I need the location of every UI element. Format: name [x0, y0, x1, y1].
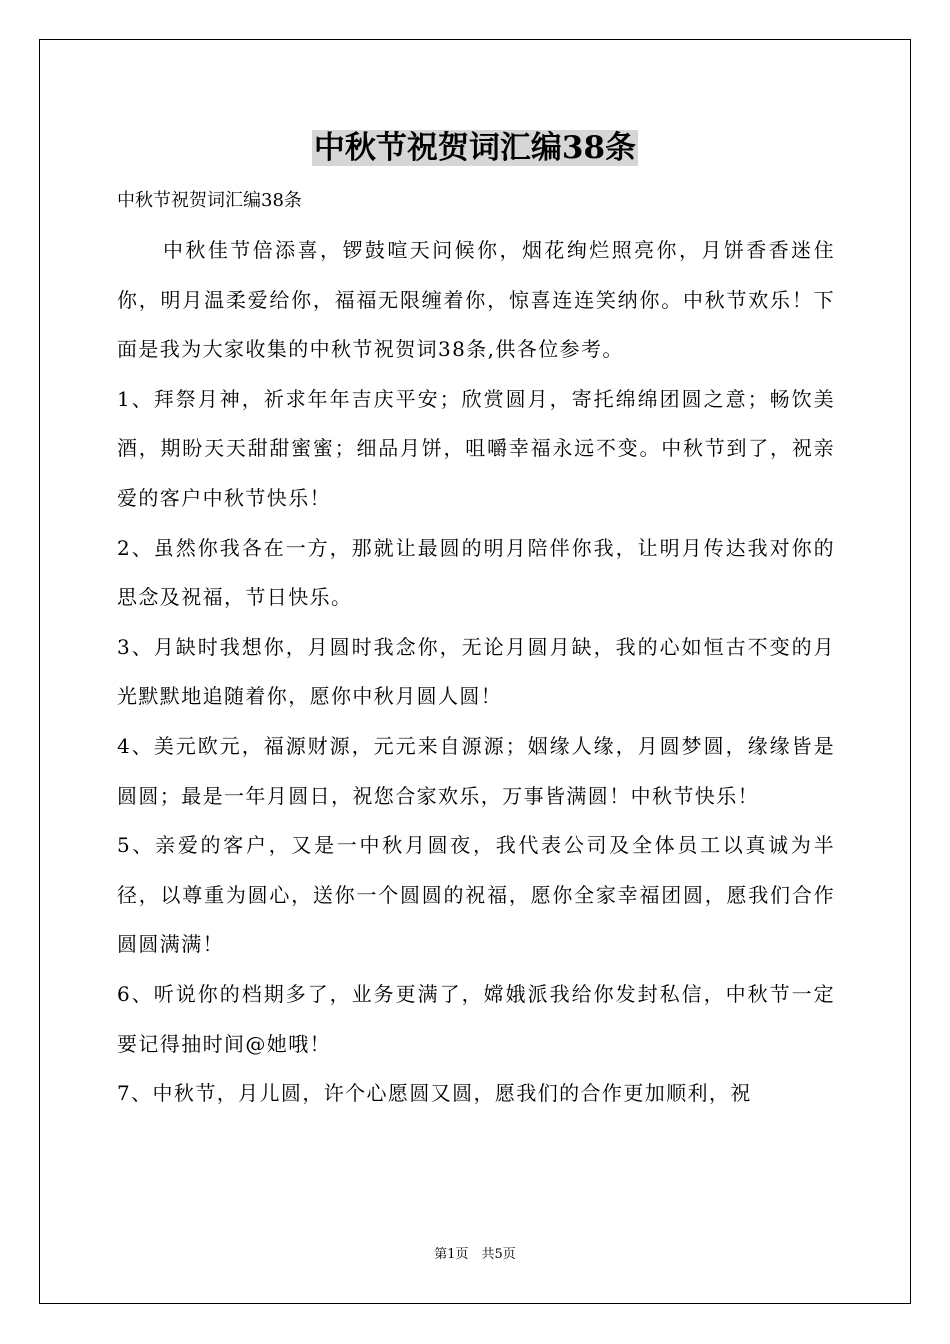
list-item: 4、美元欧元，福源财源，元元来自源源；姻缘人缘，月圆梦圆，缘缘皆是圆圆；最是一年月圆日，祝您合家欢乐，万事皆满圆！中秋节快乐！	[117, 733, 835, 808]
intro-paragraph: 中秋佳节倍添喜，锣鼓喧天问候你，烟花绚烂照亮你，月饼香香迷住你，明月温柔爱给你，福福无限缠着你，惊喜连连笑纳你。中秋节欢乐！下面是我为大家收集的中秋节祝贺词38条,供各位参考。	[117, 238, 835, 362]
document-title-text: 中秋节祝贺词汇编38条	[313, 130, 637, 166]
page-footer	[0, 1246, 950, 1264]
list-item: 7、中秋节，月儿圆，许个心愿圆又圆，愿我们的合作更加顺利，祝	[117, 1081, 752, 1106]
document-title	[0, 126, 950, 170]
list-item: 1、拜祭月神，祈求年年吉庆平安；欣赏圆月，寄托绵绵团圆之意；畅饮美酒，期盼天天甜甜蜜蜜；细品月饼，咀嚼幸福永远不变。中秋节到了，祝亲爱的客户中秋节快乐！	[117, 386, 835, 510]
page-number: 第1页 共5页	[434, 1247, 516, 1262]
document-subtitle: 中秋节祝贺词汇编38条	[117, 190, 302, 211]
document-body	[117, 176, 835, 1119]
list-item: 2、虽然你我各在一方，那就让最圆的明月陪伴你我，让明月传达我对你的思念及祝福，节日快乐。	[117, 535, 835, 610]
list-item: 6、听说你的档期多了，业务更满了，嫦娥派我给你发封私信，中秋节一定要记得抽时间@她哦！	[117, 981, 835, 1056]
list-item: 3、月缺时我想你，月圆时我念你，无论月圆月缺，我的心如恒古不变的月光默默地追随着你，愿你中秋月圆人圆！	[117, 634, 835, 709]
list-item: 5、亲爱的客户，又是一中秋月圆夜，我代表公司及全体员工以真诚为半径，以尊重为圆心，送你一个圆圆的祝福，愿你全家幸福团圆，愿我们合作圆圆满满！	[117, 833, 835, 957]
